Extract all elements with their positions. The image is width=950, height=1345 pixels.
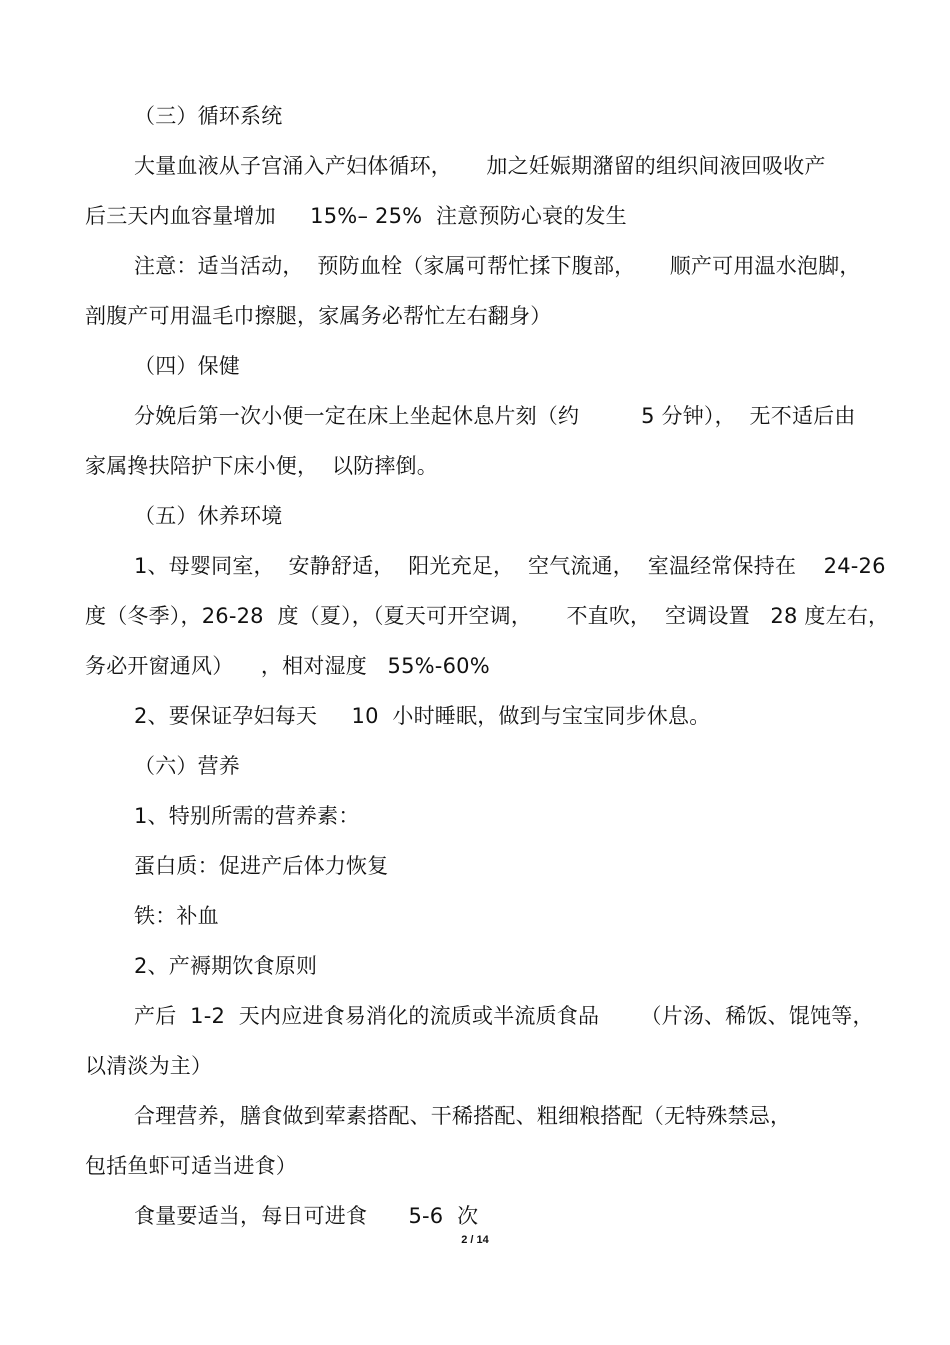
list-item: 铁：补血 xyxy=(134,904,219,928)
paragraph-line: 大量血液从子宫涌入产妇体循环， 加之妊娠期潴留的组织间液回吸收产 xyxy=(134,154,826,178)
section-heading-recovery-environment: （五）休养环境 xyxy=(134,504,283,528)
paragraph-line: 产后 1-2 天内应进食易消化的流质或半流质食品 （片汤、稀饭、馄饨等， xyxy=(134,1004,874,1028)
list-item: 2、产褥期饮食原则 xyxy=(134,954,318,978)
paragraph-line: 剖腹产可用温毛巾擦腿，家属务必帮忙左右翻身） xyxy=(85,304,552,328)
section-heading-health-care: （四）保健 xyxy=(134,354,240,378)
section-heading-nutrition: （六）营养 xyxy=(134,754,240,778)
paragraph-line: 度（冬季），26-28 度（夏），（夏天可开空调， 不直吹， 空调设置 28 度左右， xyxy=(85,604,890,628)
paragraph-line: 分娩后第一次小便一定在床上坐起休息片刻（约 5 分钟）， 无不适后由 xyxy=(134,404,856,428)
paragraph-line: 1、母婴同室， 安静舒适， 阳光充足， 空气流通， 室温经常保持在 24-26 xyxy=(134,554,886,578)
paragraph-line: 食量要适当，每日可进食 5-6 次 xyxy=(134,1204,479,1228)
paragraph-line: 包括鱼虾可适当进食） xyxy=(85,1154,297,1178)
paragraph-line: 以清淡为主） xyxy=(85,1054,213,1078)
list-item: 蛋白质：促进产后体力恢复 xyxy=(134,854,389,878)
page-number: 2 / 14 xyxy=(461,1234,489,1246)
paragraph-line: 2、要保证孕妇每天 10 小时睡眠，做到与宝宝同步休息。 xyxy=(134,704,711,728)
list-item: 1、特别所需的营养素： xyxy=(134,804,360,828)
paragraph-line: 注意：适当活动， 预防血栓（家属可帮忙揉下腹部， 顺产可用温水泡脚， xyxy=(134,254,861,278)
section-heading-circulatory-system: （三）循环系统 xyxy=(134,104,283,128)
paragraph-line: 务必开窗通风） ，相对湿度 55%-60% xyxy=(85,654,490,678)
paragraph-line: 合理营养，膳食做到荤素搭配、干稀搭配、粗细粮搭配（无特殊禁忌， xyxy=(134,1104,792,1128)
paragraph-line: 家属搀扶陪护下床小便， 以防摔倒。 xyxy=(85,454,438,478)
paragraph-line: 后三天内血容量增加 15%– 25% 注意预防心衰的发生 xyxy=(85,204,627,228)
